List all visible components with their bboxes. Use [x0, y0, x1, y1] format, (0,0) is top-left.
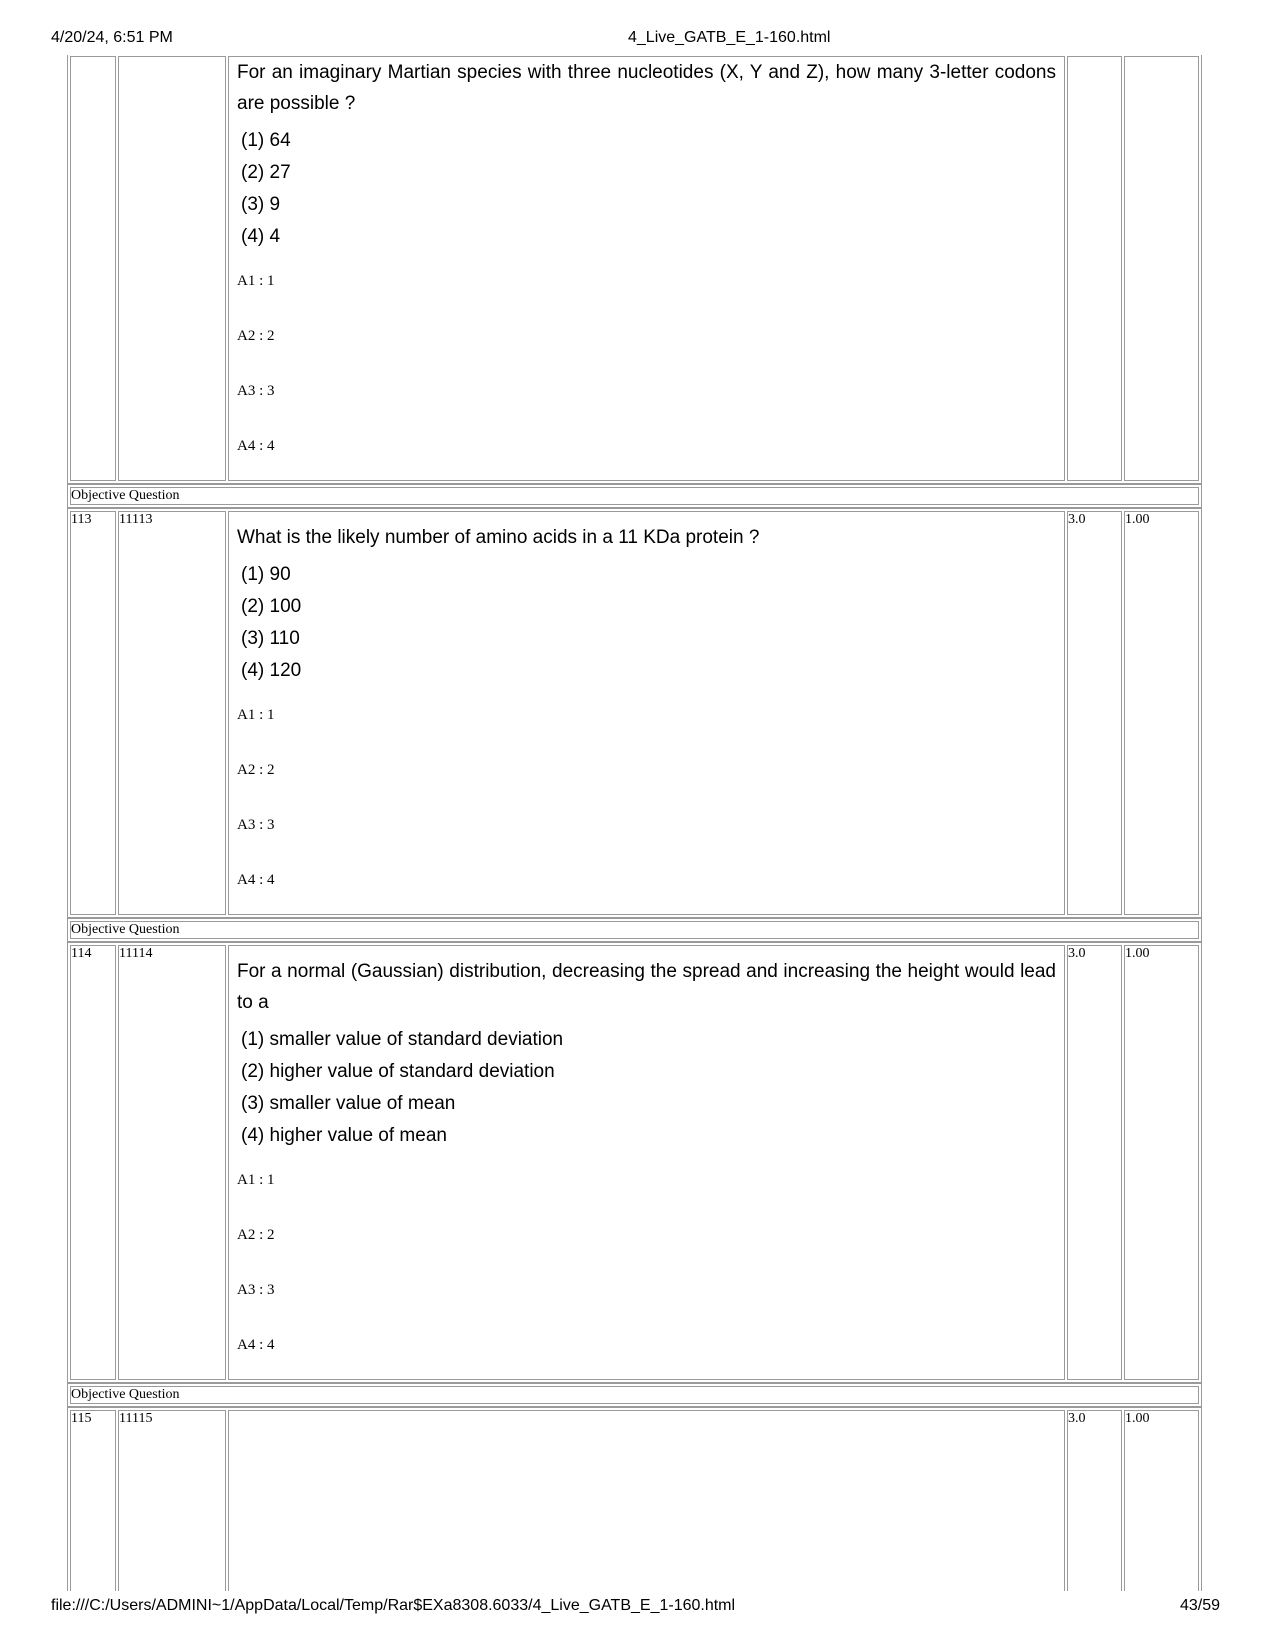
option-list — [237, 1024, 1056, 1152]
negative-marks-cell — [1124, 56, 1199, 481]
question-113-label-table — [67, 484, 1202, 508]
option-1: (1) smaller value of standard deviation — [241, 1029, 564, 1050]
answer-key-1: A1 : 1 — [237, 273, 275, 289]
question-text: What is the likely number of amino acids in a 11 KDa protein ? — [237, 527, 760, 548]
question-paper — [67, 55, 1202, 1591]
negative-marks: 1.00 — [1124, 945, 1199, 1380]
serial-number: 113 — [70, 511, 116, 915]
answer-key-4: A4 : 4 — [237, 1337, 275, 1353]
option-list — [237, 125, 1056, 253]
marks: 3.0 — [1067, 1410, 1122, 1591]
option-4: (4) higher value of mean — [241, 1125, 447, 1146]
question-114-table — [67, 942, 1202, 1383]
document-title: 4_Live_GATB_E_1-160.html — [628, 29, 831, 46]
negative-marks: 1.00 — [1124, 1410, 1199, 1591]
option-3: (3) 9 — [241, 194, 281, 215]
option-4: (4) 4 — [241, 226, 281, 247]
answer-key-4: A4 : 4 — [237, 872, 275, 888]
serial-number: 115 — [70, 1410, 116, 1591]
option-2: (2) 27 — [241, 162, 291, 183]
marks: 3.0 — [1067, 511, 1122, 915]
option-3: (3) 110 — [241, 628, 300, 649]
option-2: (2) 100 — [241, 596, 302, 617]
question-id: 11115 — [118, 1410, 226, 1591]
serial-number: 114 — [70, 945, 116, 1380]
question-body — [228, 1410, 1065, 1591]
question-type-label: Objective Question — [70, 921, 1199, 939]
question-text: For a normal (Gaussian) distribution, decreasing the spread and increasing the height would lead to a — [237, 961, 1056, 1013]
answer-key-1: A1 : 1 — [237, 707, 275, 723]
question-113-table — [67, 508, 1202, 918]
option-list — [237, 559, 1056, 687]
question-id: 11114 — [118, 945, 226, 1380]
option-2: (2) higher value of standard deviation — [241, 1061, 555, 1082]
answer-key-3: A3 : 3 — [237, 383, 275, 399]
question-type-label: Objective Question — [70, 487, 1199, 505]
answer-key-3: A3 : 3 — [237, 1282, 275, 1298]
answer-key-2: A2 : 2 — [237, 328, 275, 344]
question-114-label-table — [67, 918, 1202, 942]
question-body — [228, 56, 1065, 481]
question-type-label: Objective Question — [70, 1386, 1199, 1404]
question-text: For an imaginary Martian species with three nucleotides (X, Y and Z), how many 3-letter codons are possible ? — [237, 62, 1056, 114]
question-body — [228, 511, 1065, 915]
page-number: 43/59 — [1180, 1597, 1221, 1614]
file-path: file:///C:/Users/ADMINI~1/AppData/Local/Temp/Rar$EXa8308.6033/4_Live_GATB_E_1-160.html — [51, 1597, 736, 1614]
marks-cell — [1067, 56, 1122, 481]
negative-marks: 1.00 — [1124, 511, 1199, 915]
option-1: (1) 90 — [241, 564, 291, 585]
question-id-cell — [118, 56, 226, 481]
question-115-label-table — [67, 1383, 1202, 1407]
option-3: (3) smaller value of mean — [241, 1093, 456, 1114]
serial-number-cell — [70, 56, 116, 481]
option-4: (4) 120 — [241, 660, 302, 681]
answer-key-1: A1 : 1 — [237, 1172, 275, 1188]
answer-key-4: A4 : 4 — [237, 438, 275, 454]
question-115-table — [67, 1407, 1202, 1591]
answer-key-3: A3 : 3 — [237, 817, 275, 833]
question-body — [228, 945, 1065, 1380]
answer-key-2: A2 : 2 — [237, 762, 275, 778]
print-datetime: 4/20/24, 6:51 PM — [51, 29, 173, 46]
option-1: (1) 64 — [241, 130, 291, 151]
marks: 3.0 — [1067, 945, 1122, 1380]
question-112-table — [67, 55, 1202, 484]
answer-key-2: A2 : 2 — [237, 1227, 275, 1243]
question-id: 11113 — [118, 511, 226, 915]
